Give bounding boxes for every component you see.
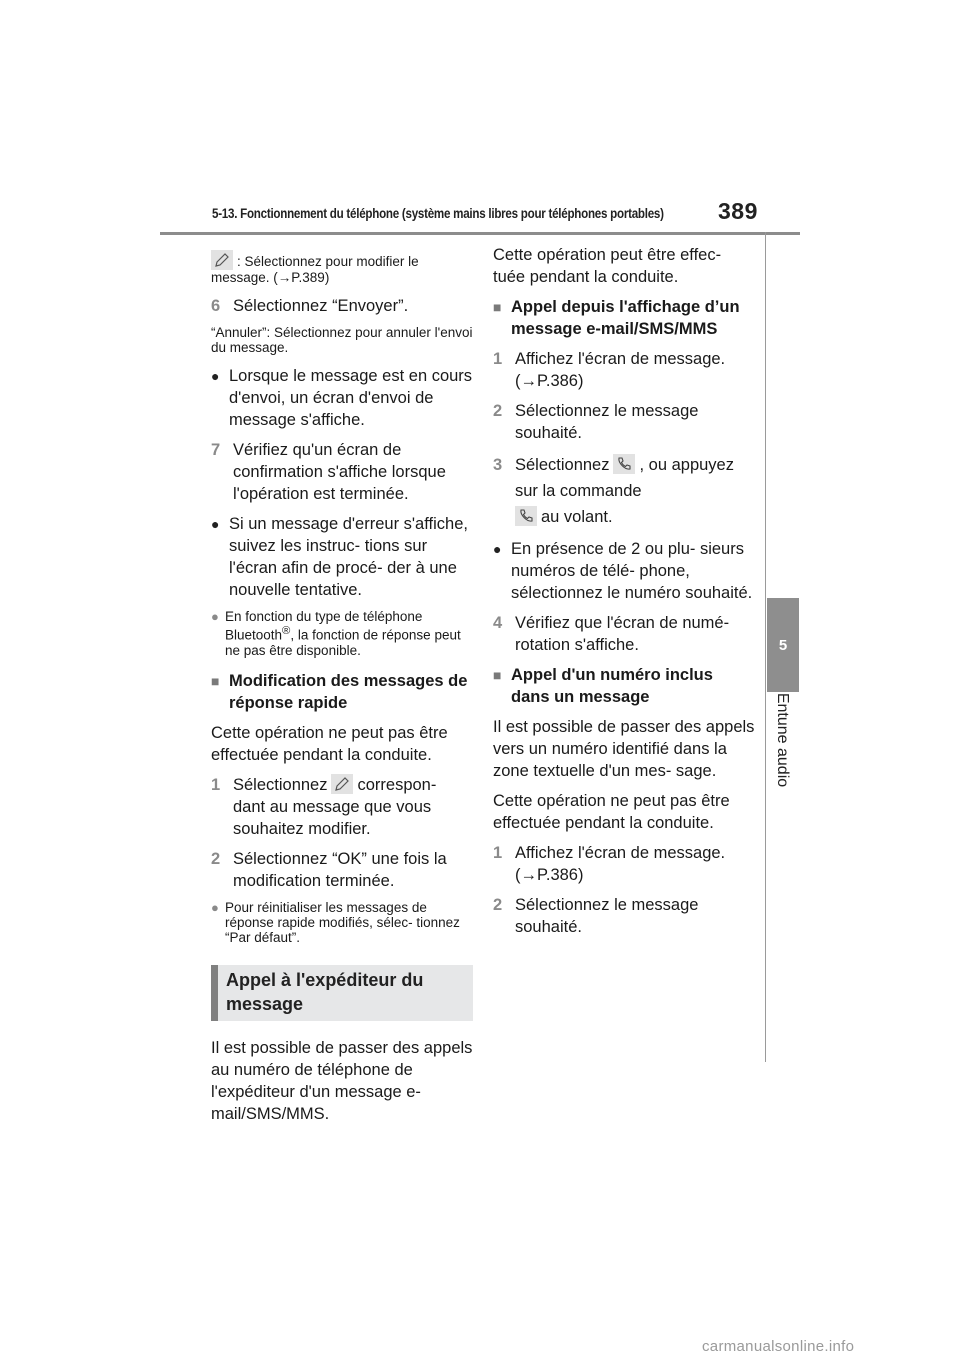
- step-2-select: 2 Sélectionnez le message souhaité.: [493, 402, 699, 442]
- bullet-multiple-numbers: ● En présence de 2 ou plu- sieurs numéros de télé- phone, sélectionnez le numéro souhaité.: [493, 540, 753, 602]
- section-call-sender: Appel à l'expéditeur du message: [211, 965, 473, 1021]
- step-4-dialing: 4 Vérifiez que l'écran de numé- rotation s'affiche.: [493, 614, 730, 654]
- header-rule: [160, 232, 800, 235]
- pencil-icon: [331, 774, 353, 794]
- step-2-ok: 2 Sélectionnez “OK” une fois la modification terminée.: [211, 849, 447, 890]
- pencil-icon: [211, 250, 233, 270]
- phone-icon: [613, 454, 635, 474]
- bullet-sending: ● Lorsque le message est en cours d'envoi, un écran d'envoi de message s'affiche.: [211, 367, 473, 429]
- step-1-display: 1 Affichez l'écran de message. (→P.386): [493, 350, 726, 390]
- step-3-phone: 3 Sélectionnez , ou appuyez sur la commande au volant.: [493, 456, 734, 526]
- sub-note-default: ● Pour réinitialiser les messages de réponse rapide modifiés, sélec- tionnez “Par défaut”.: [211, 899, 460, 945]
- step-6: 6 Sélectionnez “Envoyer”.: [211, 297, 409, 315]
- bullet-dot-icon: ●: [211, 368, 220, 384]
- sub-note-bluetooth: ● En fonction du type de téléphone Bluetooth®, la fonction de réponse peut ne pas être disponible.: [211, 609, 461, 658]
- para-not-while-driving-2: Cette opération ne peut pas être effectuée pendant la conduite.: [493, 792, 730, 832]
- side-rule: [765, 232, 766, 1062]
- page-number: 389: [718, 198, 758, 224]
- step-1-display-2: 1 Affichez l'écran de message. (→P.386): [493, 844, 726, 884]
- square-bullet-icon: ■: [493, 299, 502, 315]
- para-not-while-driving: Cette opération ne peut pas être effectuée pendant la conduite.: [211, 723, 448, 764]
- chapter-tab: 5: [767, 598, 799, 692]
- phone-icon: [515, 506, 537, 526]
- sub-bullet-icon: ●: [211, 609, 219, 624]
- header-title: 5-13. Fonctionnement du téléphone (système mains libres pour téléphones portables): [212, 206, 664, 221]
- sub-bullet-icon: ●: [211, 899, 219, 915]
- step-2-select-2: 2 Sélectionnez le message souhaité.: [493, 896, 699, 936]
- para-call-sender: Il est possible de passer des appels au numéro de téléphone de l'expéditeur d'un message e-mail/SMS/MMS.: [211, 1038, 473, 1123]
- heading-call-from-message: ■ Appel depuis l'affichage d’un message e-mail/SMS/MMS: [493, 298, 740, 338]
- bullet-dot-icon: ●: [493, 541, 502, 557]
- square-bullet-icon: ■: [493, 667, 502, 683]
- note-pencil: : Sélectionnez pour modifier le message. (→P.389): [211, 250, 473, 285]
- para-number-identified: Il est possible de passer des appels vers un numéro identifié dans la zone textuelle d'un mes- sage.: [493, 718, 755, 780]
- note-annuler: “Annuler”: Sélectionnez pour annuler l'envoi du message.: [211, 325, 473, 355]
- heading-call-number-in-message: ■ Appel d'un numéro inclus dans un message: [493, 666, 713, 706]
- left-column: [211, 250, 473, 1133]
- step-1-edit: 1 Sélectionnez correspon- dant au message que vous souhaitez modifier.: [211, 775, 437, 838]
- chapter-label: Entune audio: [774, 692, 791, 788]
- square-bullet-icon: ■: [211, 672, 220, 689]
- heading-quick-reply: ■ Modification des messages de réponse rapide: [211, 671, 468, 712]
- para-while-driving: Cette opération peut être effec- tuée pendant la conduite.: [493, 246, 722, 286]
- right-column: [493, 244, 755, 946]
- watermark: carmanualsonline.info: [702, 1338, 855, 1355]
- step-7: 7 Vérifiez qu'un écran de confirmation s'affiche lorsque l'opération est terminée.: [211, 441, 446, 503]
- bullet-error: ● Si un message d'erreur s'affiche, suivez les instruc- tions sur l'écran afin de procé- der à une nouvelle tentative.: [211, 515, 468, 599]
- bullet-dot-icon: ●: [211, 516, 220, 532]
